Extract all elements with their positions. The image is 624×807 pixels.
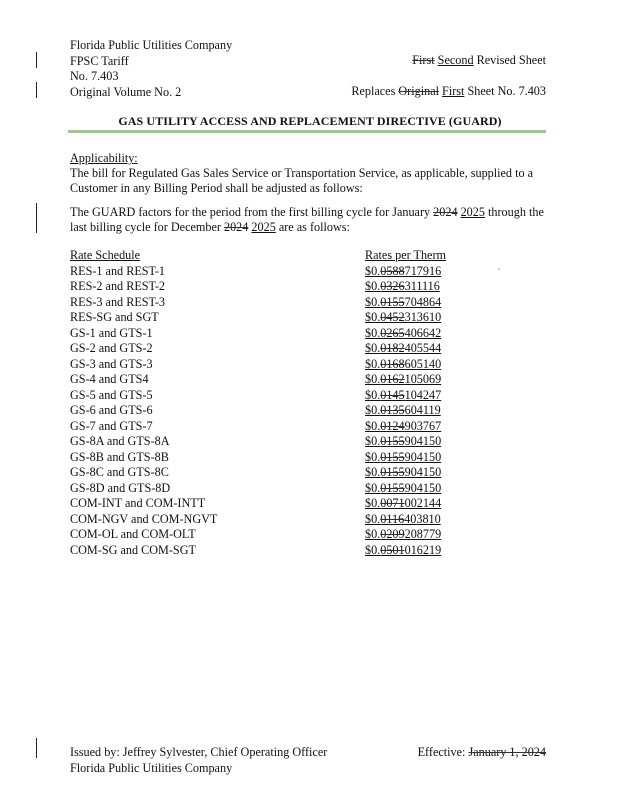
rate-prefix: $0.	[365, 294, 381, 309]
rate-schedule-name: COM-INT and COM-INTT	[70, 496, 206, 510]
rate-old-struck: 0265	[380, 325, 405, 340]
rate-value	[365, 326, 441, 340]
rate-old-struck: 0155	[380, 294, 405, 309]
rate-schedule-name: RES-3 and REST-3	[70, 294, 166, 309]
period-struck-year: 2024	[433, 205, 458, 219]
rate-new: 208779	[404, 527, 442, 541]
col-rates-per-therm: Rates per Therm	[365, 248, 446, 262]
rate-value	[365, 512, 441, 526]
rate-schedule-name: GS-2 and GTS-2	[70, 341, 153, 355]
rate-old-struck: 0155	[380, 449, 405, 464]
rate-schedule-name: GS-8B and GTS-8B	[70, 449, 169, 464]
rate-new: 105069	[404, 372, 442, 386]
company-name: Florida Public Utilities Company	[70, 38, 233, 52]
rate-value	[365, 465, 441, 479]
rate-schedule-name: GS-7 and GTS-7	[70, 418, 153, 433]
replaces-new: First	[442, 84, 465, 98]
rate-value	[365, 357, 441, 371]
period-new-year: 2025	[460, 205, 485, 219]
effective-struck: January 1, 2024	[468, 745, 546, 759]
rate-new: 403810	[404, 511, 441, 526]
volume-label: Original Volume No. 2	[70, 84, 182, 99]
rate-new: 405544	[404, 341, 442, 355]
rate-prefix: $0.	[365, 480, 381, 495]
page-title: GAS UTILITY ACCESS AND REPLACEMENT DIRECTIVE (GUARD)	[118, 114, 502, 128]
rate-old-struck: 0162	[380, 372, 405, 386]
rate-schedule-name: GS-8C and GTS-8C	[70, 465, 169, 479]
period-text: are as follows:	[275, 220, 350, 234]
col-rate-schedule: Rate Schedule	[70, 248, 141, 262]
rate-value	[365, 434, 441, 448]
rate-prefix: $0.	[365, 542, 381, 557]
rate-new: 313610	[404, 310, 442, 324]
rate-value	[365, 496, 441, 510]
rate-value	[365, 419, 441, 433]
rate-value	[365, 264, 441, 278]
rate-prefix: $0.	[365, 263, 381, 278]
table-row	[70, 372, 515, 388]
rate-prefix: $0.	[365, 496, 381, 510]
applicability-line-1: The bill for Regulated Gas Sales Service or Transportation Service, as applicable, supplied to a	[70, 166, 534, 180]
revised-new: Second	[437, 53, 474, 67]
effective-label: Effective:	[417, 745, 469, 759]
rate-value	[365, 543, 441, 557]
rate-schedule-name: GS-6 and GTS-6	[70, 403, 153, 417]
rate-prefix: $0.	[365, 310, 381, 324]
rate-new: 904150	[404, 465, 442, 479]
rate-prefix: $0.	[365, 341, 381, 355]
table-row	[70, 357, 515, 373]
applicability-line-2: Customer in any Billing Period shall be adjusted as follows:	[70, 181, 363, 195]
period-struck-year: 2024	[223, 220, 249, 234]
rate-prefix: $0.	[365, 511, 381, 526]
rate-value	[365, 481, 441, 495]
rate-prefix: $0.	[365, 325, 381, 340]
table-row	[70, 434, 515, 450]
rate-new: 904150	[404, 480, 442, 495]
period-text: The GUARD factors for the period from the first billing cycle for January	[70, 205, 434, 219]
revised-suffix: Revised Sheet	[473, 53, 546, 67]
revision-bar	[36, 82, 37, 98]
rate-prefix: $0.	[365, 403, 381, 417]
title-rule	[68, 130, 546, 133]
table-row	[70, 264, 515, 280]
rate-new: 002144	[404, 496, 442, 510]
table-row	[70, 527, 515, 543]
period-text: last billing cycle for December	[70, 220, 224, 234]
issued-by: Issued by: Jeffrey Sylvester, Chief Operating Officer	[70, 745, 328, 759]
tariff-label: FPSC Tariff	[70, 53, 129, 68]
rate-schedule-name: COM-SG and COM-SGT	[70, 542, 196, 557]
rate-prefix: $0.	[365, 465, 381, 479]
period-line-1	[70, 205, 550, 220]
rate-value	[365, 279, 440, 293]
rate-new: 605140	[404, 356, 442, 371]
table-row	[70, 543, 515, 559]
rate-prefix: $0.	[365, 434, 381, 448]
rate-value	[365, 388, 441, 402]
rate-schedule-name: GS-8A and GTS-8A	[70, 434, 170, 448]
rate-schedule-name: COM-OL and COM-OLT	[70, 527, 196, 541]
rate-value	[365, 527, 441, 541]
rate-old-struck: 0155	[380, 434, 405, 448]
rate-new: 406642	[404, 325, 442, 340]
rate-old-struck: 0155	[380, 465, 405, 479]
rate-value	[365, 295, 441, 309]
table-row	[70, 341, 515, 357]
period-section	[70, 205, 550, 235]
replaces-prefix: Replaces	[351, 84, 399, 98]
rate-schedule-name: GS-4 and GTS4	[70, 372, 149, 386]
rate-schedule-name: GS-3 and GTS-3	[70, 356, 153, 371]
scan-speck	[498, 268, 500, 270]
rate-new: 311116	[404, 279, 440, 293]
rate-old-struck: 0209	[380, 527, 405, 541]
rate-schedule-name: GS-8D and GTS-8D	[70, 480, 171, 495]
rate-value	[365, 341, 441, 355]
table-row	[70, 403, 515, 419]
rate-prefix: $0.	[365, 449, 381, 464]
tariff-number: No. 7.403	[70, 69, 119, 84]
rate-schedule-name: RES-2 and REST-2	[70, 279, 166, 293]
rate-schedule-name: GS-1 and GTS-1	[70, 325, 153, 340]
rate-old-struck: 0588	[380, 263, 405, 278]
rate-schedule-name: RES-1 and REST-1	[70, 263, 166, 278]
rate-prefix: $0.	[365, 356, 381, 371]
rate-old-struck: 0145	[380, 387, 405, 402]
table-row	[70, 295, 515, 311]
rate-old-struck: 0501	[380, 542, 405, 557]
rate-new: 016219	[404, 542, 442, 557]
rate-schedule-name: RES-SG and SGT	[70, 310, 159, 324]
revised-struck: First	[412, 53, 435, 67]
rate-old-struck: 0182	[380, 341, 405, 355]
replaces-suffix: Sheet No. 7.403	[464, 84, 546, 98]
rate-new: 903767	[404, 418, 442, 433]
rate-value	[365, 403, 441, 417]
replaces-struck: Original	[398, 84, 439, 98]
table-row	[70, 279, 515, 295]
revision-bar	[36, 52, 37, 68]
rates-table	[70, 248, 515, 558]
rate-new: 717916	[404, 263, 442, 278]
rate-old-struck: 0155	[380, 480, 405, 495]
table-row	[70, 496, 515, 512]
rate-value	[365, 450, 441, 464]
table-row	[70, 465, 515, 481]
effective-date	[418, 745, 546, 760]
rate-new: 904150	[404, 434, 442, 448]
footer-company: Florida Public Utilities Company	[70, 760, 233, 775]
table-row	[70, 326, 515, 342]
rate-old-struck: 0168	[380, 356, 405, 371]
table-row	[70, 419, 515, 435]
rate-value	[365, 310, 441, 324]
header-left	[70, 38, 232, 100]
period-text: through the	[484, 205, 544, 219]
table-row	[70, 481, 515, 497]
rate-old-struck: 0071	[380, 496, 405, 510]
applicability-heading: Applicability:	[70, 151, 138, 165]
rate-schedule-name: COM-NGV and COM-NGVT	[70, 511, 218, 526]
table-row	[70, 388, 515, 404]
applicability-section	[70, 151, 550, 196]
rate-prefix: $0.	[365, 372, 381, 386]
rate-prefix: $0.	[365, 527, 381, 541]
rate-old-struck: 0326	[380, 279, 405, 293]
rate-prefix: $0.	[365, 418, 381, 433]
revision-bar	[36, 738, 37, 758]
revised-sheet-label	[412, 53, 546, 68]
rate-old-struck: 0124	[380, 418, 405, 433]
rate-prefix: $0.	[365, 279, 381, 293]
table-row	[70, 310, 515, 326]
period-line-2	[70, 220, 550, 235]
table-row	[70, 512, 515, 528]
revision-bar	[36, 203, 37, 233]
rate-new: 104247	[404, 387, 442, 402]
rate-prefix: $0.	[365, 387, 381, 402]
footer-left	[70, 745, 327, 776]
rate-new: 904150	[404, 449, 442, 464]
rate-value	[365, 372, 441, 386]
rate-old-struck: 0452	[380, 310, 405, 324]
replaces-sheet-label	[351, 84, 546, 99]
rate-old-struck: 0116	[380, 511, 405, 526]
table-row	[70, 450, 515, 466]
rate-new: 604119	[404, 403, 441, 417]
rate-old-struck: 0135	[380, 403, 405, 417]
rate-schedule-name: GS-5 and GTS-5	[70, 387, 153, 402]
period-new-year: 2025	[251, 220, 276, 234]
rate-new: 704864	[404, 294, 442, 309]
